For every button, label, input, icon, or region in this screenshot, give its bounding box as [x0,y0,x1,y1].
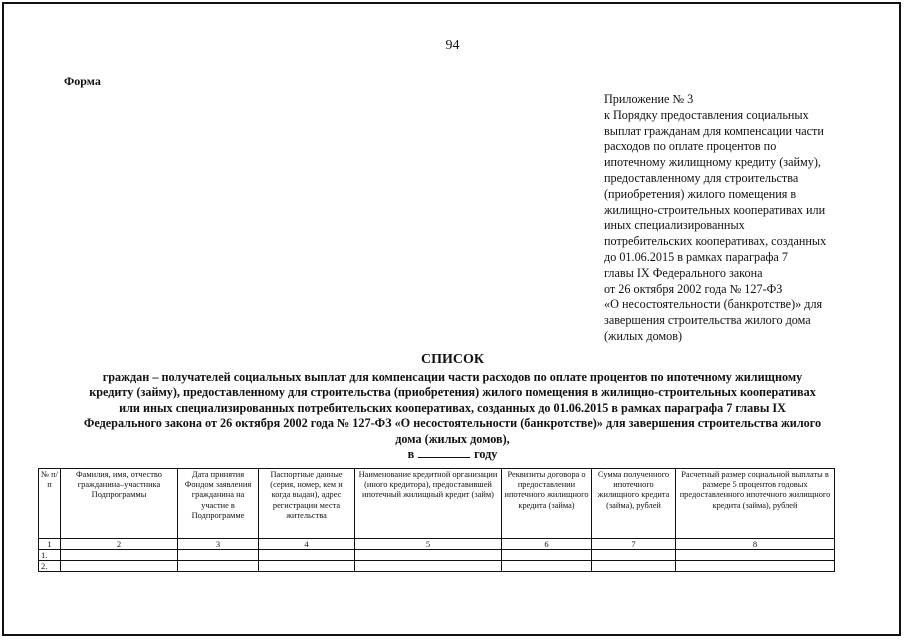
appendix-line: (приобретения) жилого помещения в [604,186,797,201]
column-number-row [39,539,835,550]
table-cell [178,550,259,561]
appendix-line: ипотечному жилищному кредиту (займу), [604,155,821,170]
page-number: 94 [445,38,460,53]
table-cell [676,561,835,572]
table-row [39,550,835,561]
subtitle-line: Федерального закона от 26 октября 2002 года № 127-ФЗ «О несостоятельности (банкротстве)» для завершения строительства жилого [83,416,822,431]
column-number: 4 [259,539,355,550]
column-header: Сумма полученного ипотечного жилищного кредита (займа), рублей [592,469,676,539]
column-header: Паспортные данные (серия, номер, кем и когда выдан), адрес регистрации места жительства [259,469,355,539]
appendix-line: Приложение № 3 [604,92,694,106]
list-subtitle [50,370,855,462]
table-cell [502,561,592,572]
appendix-line: предоставленному для строительства [604,170,799,185]
table-cell [61,550,178,561]
table-cell [676,550,835,561]
table-row [39,561,835,572]
column-number: 3 [178,539,259,550]
appendix-line: жилищно-строительных кооперативах или [604,202,826,217]
column-number: 8 [676,539,835,550]
table-cell [592,561,676,572]
appendix-line: расходов по оплате процентов по [604,139,777,154]
column-number: 6 [502,539,592,550]
subtitle-line: граждан – получателей социальных выплат для компенсации части расходов по оплате процентов по ипотечному жилищному [102,370,803,384]
subtitle-line: кредиту (займу), предоставленному для строительства (приобретения) жилого помещения в жилищно-строительных кооперативах [89,385,816,400]
table-cell [259,561,355,572]
column-header: Фамилия, имя, отчество гражданина–участника Подпрограммы [61,469,178,539]
subtitle-line: или иных специализированных потребительских кооперативах, созданных до 01.06.2015 в рамках параграфа 7 главы IX [119,400,786,415]
row-number: 1. [39,550,61,561]
column-header: Наименование кредитной организации (иного кредитора), предоставившей ипотечный жилищный кредит (займ) [355,469,502,539]
row-number: 2. [39,561,61,572]
subtitle-line: дома (жилых домов), [395,431,510,446]
appendix-line: выплат гражданам для компенсации части [604,123,824,138]
table-header-row [39,469,835,539]
table-cell [502,550,592,561]
appendix-line: потребительских кооперативах, созданных [604,234,827,249]
table-cell [61,561,178,572]
appendix-line: до 01.06.2015 в рамках параграфа 7 [604,249,788,264]
column-header: Реквизиты договора о предоставлении ипотечного жилищного кредита (займа) [502,469,592,539]
column-header: № п/п [39,469,61,539]
year-prefix: в [407,447,415,462]
column-number: 1 [39,539,61,550]
year-suffix: году [474,447,498,462]
list-title: СПИСОК [420,352,485,367]
column-header: Дата принятия Фондом заявления гражданина на участие в Подпрограмме [178,469,259,539]
form-label: Форма [64,74,101,88]
appendix-line: завершения строительства жилого дома [604,313,811,328]
column-number: 5 [355,539,502,550]
appendix-line: «О несостоятельности (банкротстве)» для [604,297,823,312]
table-cell [355,550,502,561]
table-cell [355,561,502,572]
appendix-line: иных специализированных [604,218,745,233]
table-cell [259,550,355,561]
column-number: 2 [61,539,178,550]
appendix-line: к Порядку предоставления социальных [604,107,809,122]
column-header: Расчетный размер социальной выплаты в размере 5 процентов годовых предоставленного ипотечного жилищного кредита (займа), рублей [676,469,835,539]
year-blank [418,447,470,458]
appendix-line: главы IX Федерального закона [604,265,763,280]
recipients-table [38,468,835,572]
year-line [50,447,855,462]
table-cell [178,561,259,572]
table-cell [592,550,676,561]
appendix-block [604,92,854,345]
appendix-line: (жилых домов) [604,328,683,343]
column-number: 7 [592,539,676,550]
appendix-line: от 26 октября 2002 года № 127-ФЗ [604,281,783,296]
